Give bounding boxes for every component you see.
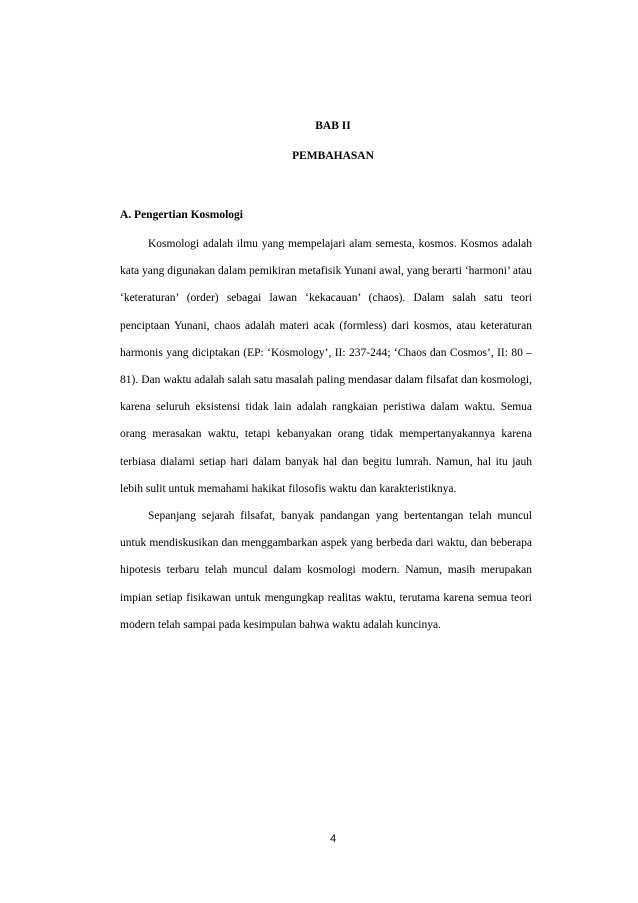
paragraph-1: Kosmologi adalah ilmu yang mempelajari alam semesta, kosmos. Kosmos adalah kata yang digunakan dalam pemikiran metafisik Yunani awal, yang berarti ‘harmoni’ atau ‘keteraturan’ (order) sebagai lawan ‘kekacauan’ (chaos). Dalam salah satu teori penciptaan Yunani, chaos adalah materi acak (formless) dari kosmos, atau keteraturan harmonis yang diciptakan (EP: ‘Kosmology’, II: 237-244; ‘Chaos dan Cosmos’, II: 80 – 81). Dan waktu adalah salah satu masalah paling mendasar dalam filsafat dan kosmologi, karena seluruh eksistensi tidak lain adalah rangkaian peristiwa dalam waktu. Semua orang merasakan waktu, tetapi kebanyakan orang tidak mempertanyakannya karena terbiasa dialami setiap hari dalam banyak hal dan begitu lumrah. Namun, hal itu jauh lebih sulit untuk memahami hakikat filosofis waktu dan karakteristiknya. [120,238,532,495]
chapter-title: PEMBAHASAN [292,150,374,162]
section-heading: A. Pengertian Kosmologi [120,209,243,221]
body-text [120,231,532,639]
paragraph-2: Sepanjang sejarah filsafat, banyak pandangan yang bertentangan telah muncul untuk mendiskusikan dan menggambarkan aspek yang berbeda dari waktu, dan beberapa hipotesis terbaru telah muncul dalam kosmologi modern. Namun, masih merupakan impian setiap fisikawan untuk mengungkap realitas waktu, terutama karena semua teori modern telah sampai pada kesimpulan bahwa waktu adalah kuncinya. [120,510,532,631]
page-number: 4 [329,833,337,845]
chapter-label: BAB II [315,120,351,132]
